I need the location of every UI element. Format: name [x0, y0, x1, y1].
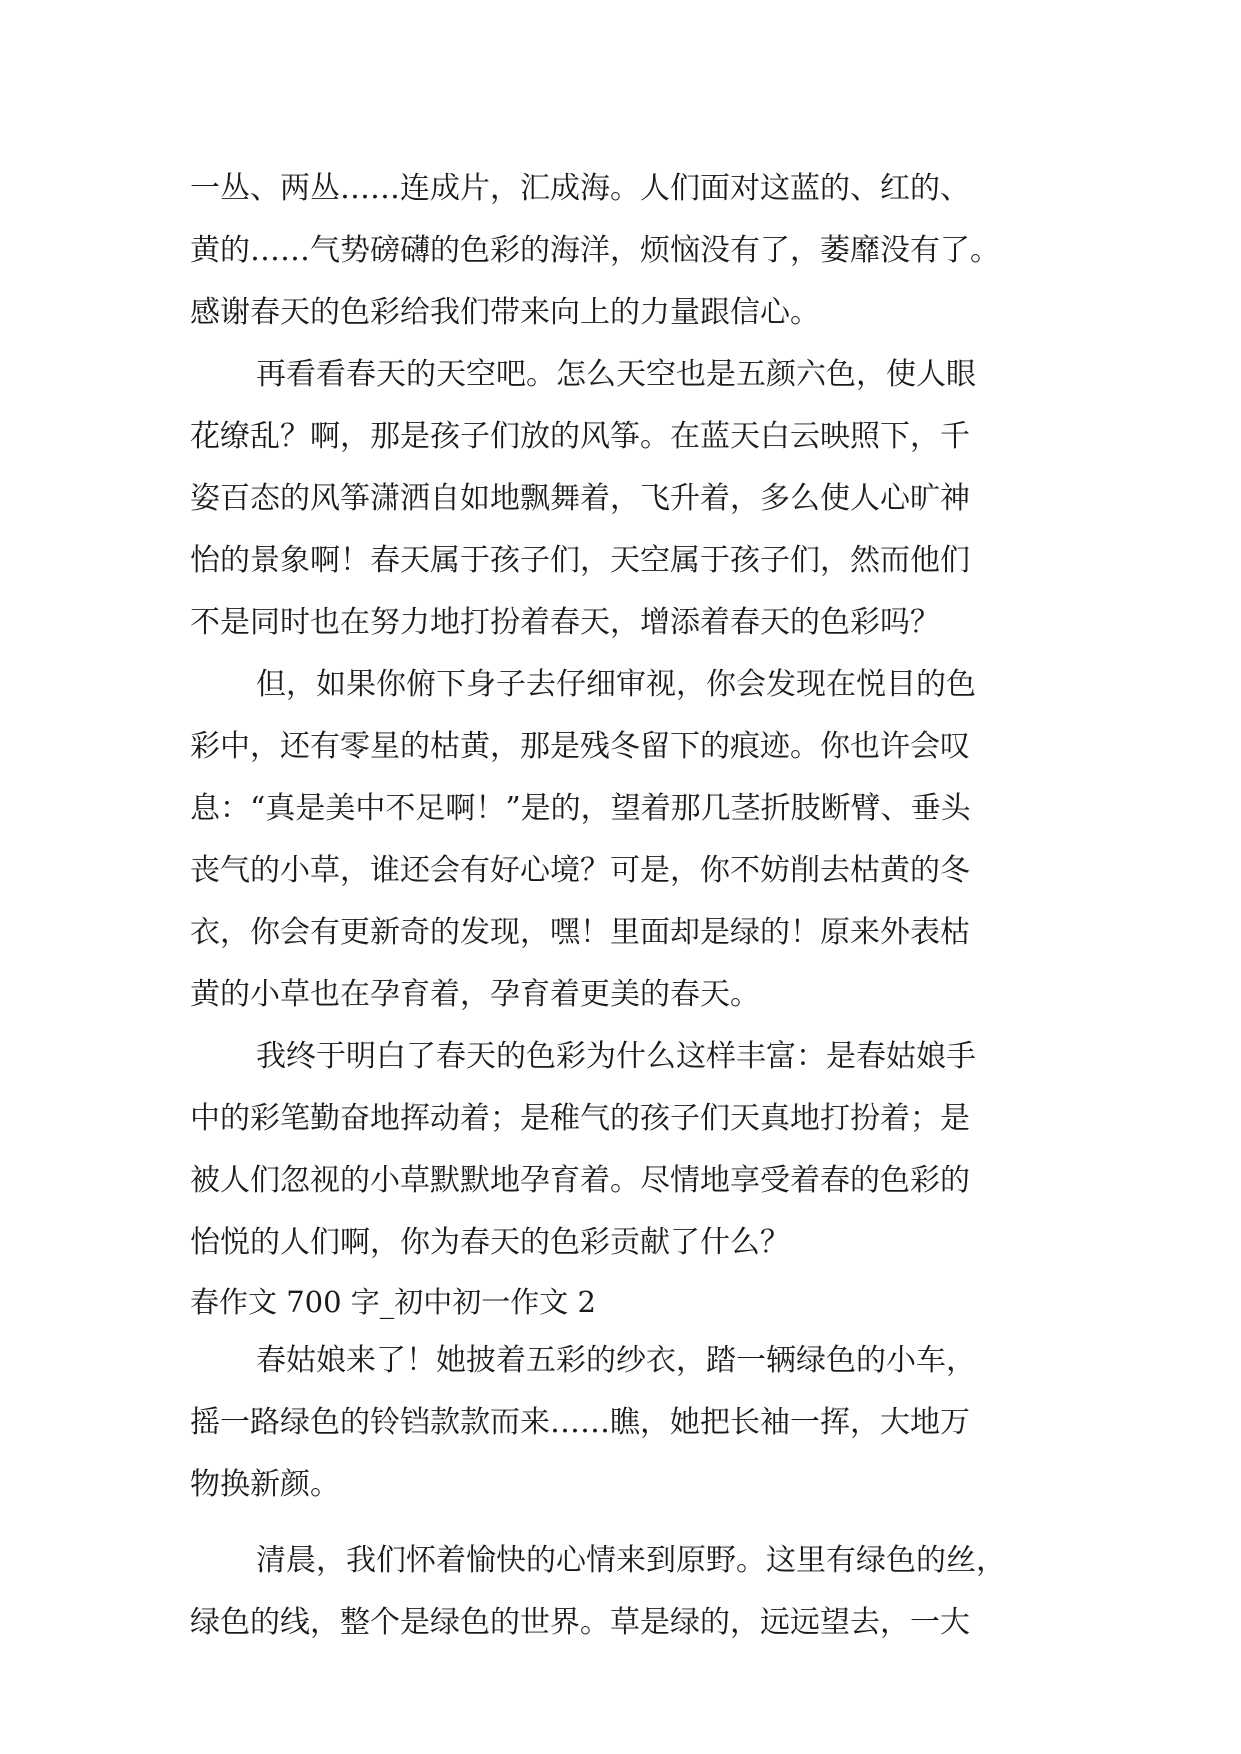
body-text: [190, 158, 1070, 1654]
text-line: 息：“真是美中不足啊！”是的，望着那几茎折肢断臂、垂头: [190, 791, 971, 826]
text-line: 绿色的线，整个是绿色的世界。草是绿的，远远望去，一大: [190, 1605, 970, 1640]
text-line: 我终于明白了春天的色彩为什么这样丰富：是春姑娘手: [256, 1039, 976, 1074]
text-line: 清晨，我们怀着愉快的心情来到原野。这里有绿色的丝，: [256, 1543, 1006, 1578]
text-line: 中的彩笔勤奋地挥动着；是稚气的孩子们天真地打扮着；是: [190, 1101, 970, 1136]
text-line: 摇一路绿色的铃铛款款而来……瞧，她把长袖一挥，大地万: [190, 1405, 970, 1440]
text-line: 丧气的小草，谁还会有好心境？可是，你不妨削去枯黄的冬: [190, 853, 970, 888]
text-line: 不是同时也在努力地打扮着春天，增添着春天的色彩吗？: [190, 605, 940, 640]
section-heading: 春作文 700 字_初中初一作文 2: [190, 1285, 596, 1319]
text-line: 一丛、两丛……连成片，汇成海。人们面对这蓝的、红的、: [190, 171, 970, 206]
text-line: 怡的景象啊！春天属于孩子们，天空属于孩子们，然而他们: [190, 543, 970, 578]
text-line: 姿百态的风筝潇洒自如地飘舞着，飞升着，多么使人心旷神: [190, 481, 970, 516]
text-line: 被人们忽视的小草默默地孕育着。尽情地享受着春的色彩的: [190, 1163, 970, 1198]
text-line: 黄的小草也在孕育着，孕育着更美的春天。: [190, 977, 760, 1012]
text-line: 怡悦的人们啊，你为春天的色彩贡献了什么？: [190, 1225, 790, 1260]
text-line: 但，如果你俯下身子去仔细审视，你会发现在悦目的色: [256, 667, 976, 702]
text-line: 春姑娘来了！她披着五彩的纱衣，踏一辆绿色的小车，: [256, 1343, 976, 1378]
text-line: 物换新颜。: [190, 1467, 340, 1502]
text-line: 彩中，还有零星的枯黄，那是残冬留下的痕迹。你也许会叹: [190, 729, 970, 764]
text-line: 再看看春天的天空吧。怎么天空也是五颜六色，使人眼: [256, 357, 976, 392]
text-line: 感谢春天的色彩给我们带来向上的力量跟信心。: [190, 295, 820, 330]
text-line: 黄的……气势磅礴的色彩的海洋，烦恼没有了，萎靡没有了。: [190, 233, 1000, 268]
text-line: 衣，你会有更新奇的发现，嘿！里面却是绿的！原来外表枯: [190, 915, 970, 950]
text-line: 花缭乱？啊，那是孩子们放的风筝。在蓝天白云映照下，千: [190, 419, 970, 454]
